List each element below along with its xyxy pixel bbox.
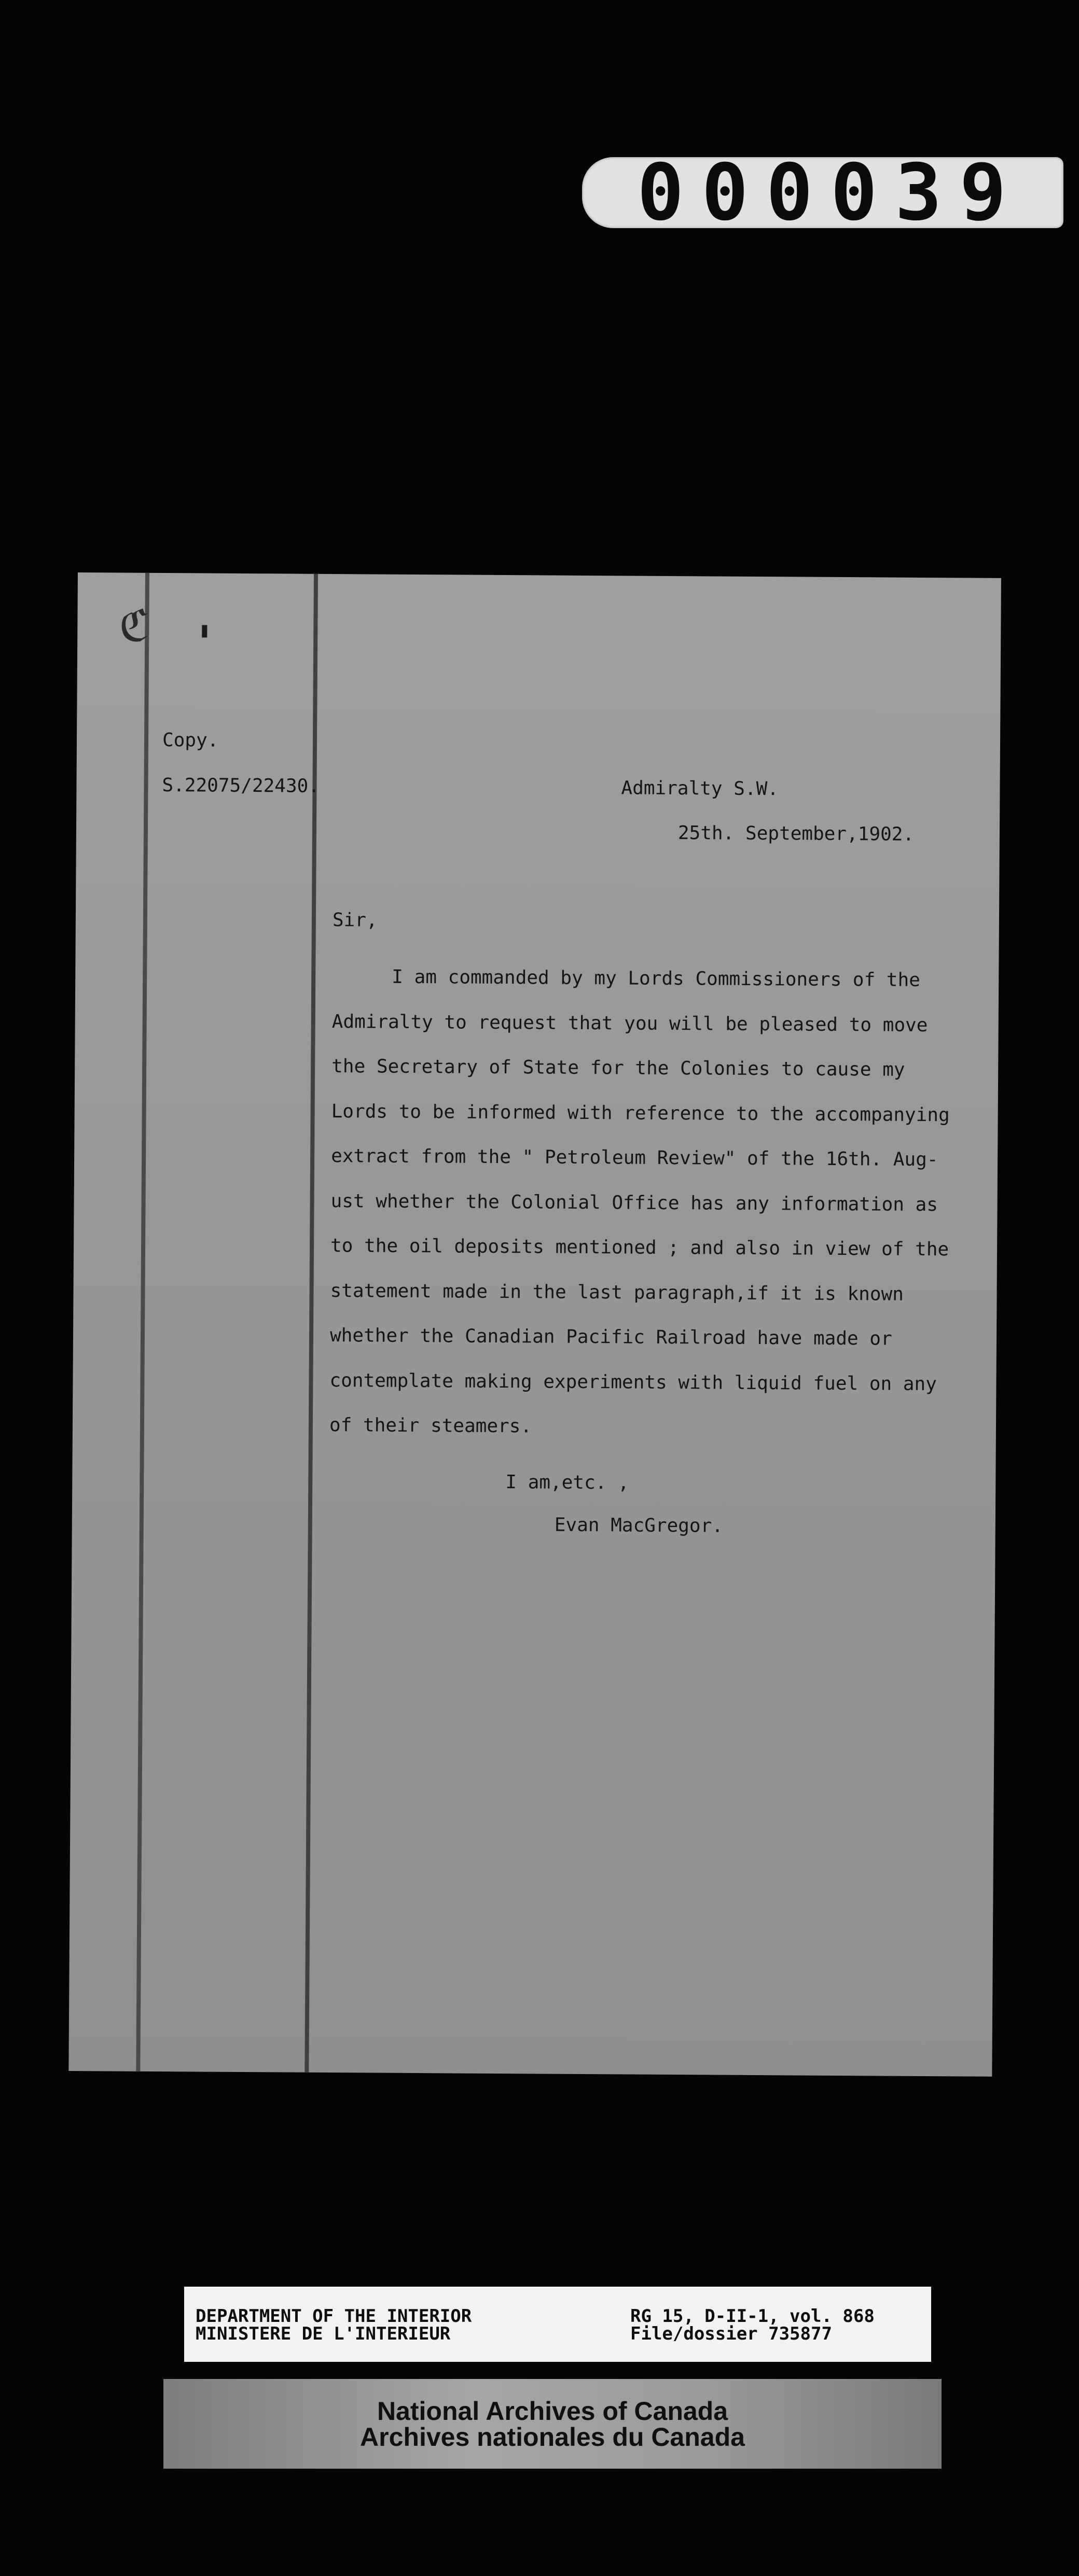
archive-banner xyxy=(163,2379,942,2469)
body-line: Lords to be informed with reference to the accompanying xyxy=(331,1100,950,1126)
department-names xyxy=(196,2307,472,2343)
body-line: I am commanded by my Lords Commissioners of the xyxy=(392,966,921,991)
body-line: the Secretary of State for the Colonies to cause my xyxy=(331,1056,905,1081)
file-references xyxy=(630,2307,875,2343)
letter-body xyxy=(329,955,951,1452)
reference-number: S.22075/22430. xyxy=(162,775,320,797)
archival-reference-card xyxy=(184,2287,931,2362)
body-line: whether the Canadian Pacific Railroad have made or xyxy=(329,1324,892,1350)
body-line: statement made in the last paragraph,if it is known xyxy=(330,1280,904,1305)
body-line: extract from the " Petroleum Review" of the 16th. Aug- xyxy=(331,1145,938,1171)
sender-place: Admiralty S.W. xyxy=(621,777,779,800)
frame-number-label: 000039 xyxy=(582,157,1063,228)
department-french: MINISTERE DE L'INTERIEUR xyxy=(196,2323,451,2344)
copy-label: Copy. xyxy=(162,730,219,751)
letter-date: 25th. September,1902. xyxy=(677,822,915,845)
margin-handwritten-mark: ℭ xyxy=(119,600,150,651)
body-line: ust whether the Colonial Office has any information as xyxy=(330,1190,938,1215)
signature: Evan MacGregor. xyxy=(554,1514,724,1537)
salutation: Sir, xyxy=(332,909,378,931)
body-line: to the oil deposits mentioned ; and also in view of the xyxy=(330,1235,949,1261)
body-line: Admiralty to request that you will be pleased to move xyxy=(331,1011,928,1036)
record-group: RG 15, D-II-1, vol. 868 xyxy=(630,2306,875,2327)
archive-name-french: Archives nationales du Canada xyxy=(360,2422,745,2452)
department-english: DEPARTMENT OF THE INTERIOR xyxy=(196,2306,472,2327)
archive-name-english: National Archives of Canada xyxy=(377,2396,728,2426)
body-line: contemplate making experiments with liquid fuel on any xyxy=(329,1369,937,1395)
margin-rule-left xyxy=(136,573,149,2071)
closing: I am,etc. , xyxy=(505,1472,629,1494)
body-line: of their steamers. xyxy=(329,1414,532,1437)
margin-ink-dot xyxy=(202,625,207,637)
letter-page xyxy=(68,572,1001,2077)
margin-rule-right xyxy=(305,574,318,2073)
file-number: File/dossier 735877 xyxy=(630,2323,832,2344)
